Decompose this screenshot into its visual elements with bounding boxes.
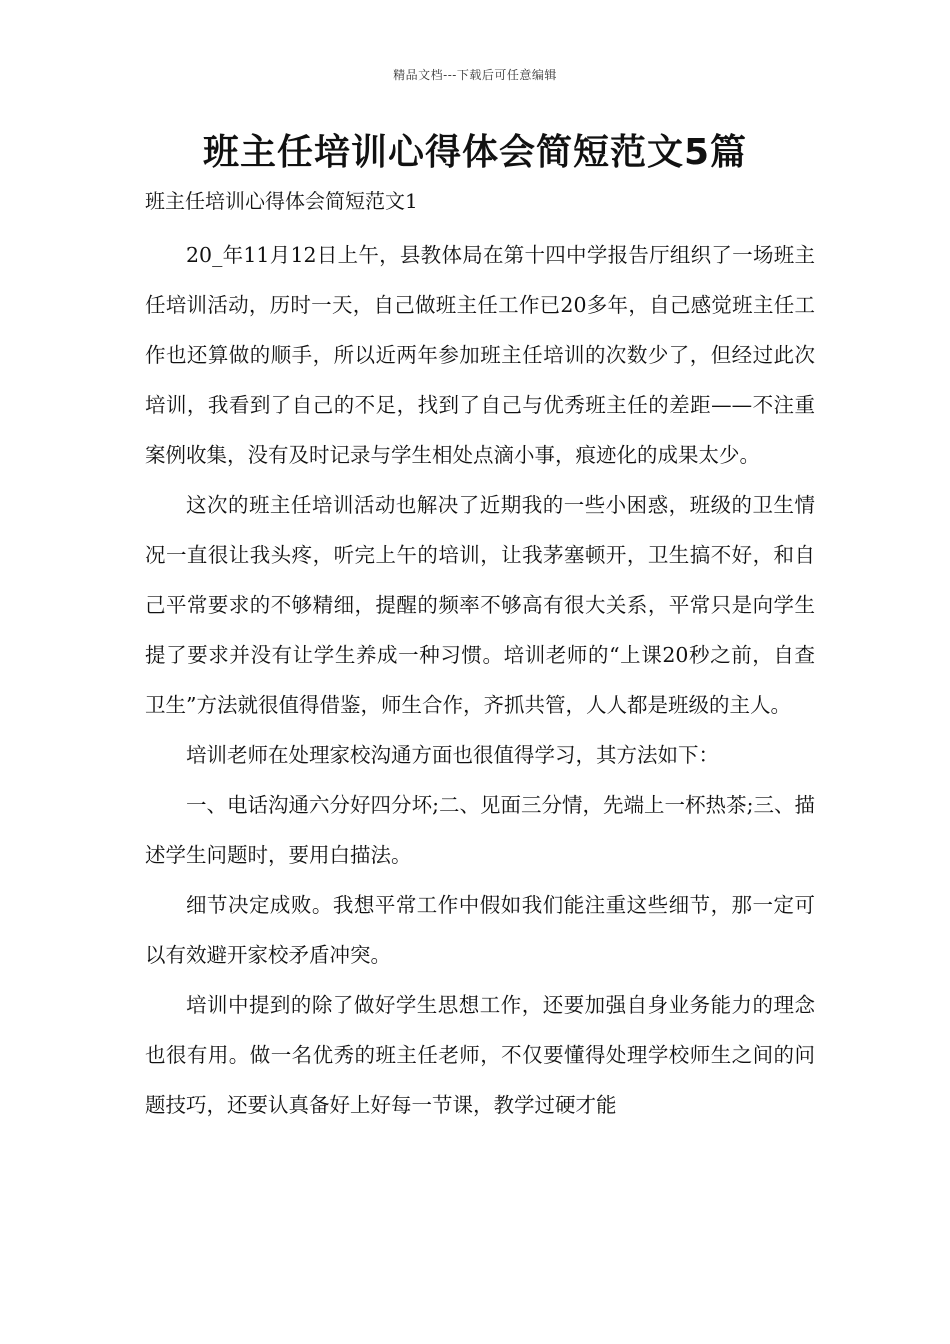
paragraph: 20_年11月12日上午，县教体局在第十四中学报告厅组织了一场班主任培训活动，历时一天，自己做班主任工作已20多年，自己感觉班主任工作也还算做的顺手，所以近两年参加班主任培训的次数少了，但经过此次培训，我看到了自己的不足，找到了自己与优秀班主任的差距——不注重案例收集，没有及时记录与学生相处点滴小事，痕迹化的成果太少。	[145, 243, 815, 467]
section-heading: 班主任培训心得体会简短范文1	[145, 189, 418, 213]
paragraph: 一、电话沟通六分好四分坏;二、见面三分情，先端上一杯热茶;三、描述学生问题时，要用白描法。	[145, 793, 815, 867]
header-note: 精品文档---下载后可任意编辑	[393, 68, 557, 82]
document-body	[145, 230, 815, 1130]
paragraph: 培训中提到的除了做好学生思想工作，还要加强自身业务能力的理念也很有用。做一名优秀的班主任老师，不仅要懂得处理学校师生之间的问题技巧，还要认真备好上好每一节课，教学过硬才能	[145, 993, 815, 1117]
paragraph: 这次的班主任培训活动也解决了近期我的一些小困惑，班级的卫生情况一直很让我头疼，听完上午的培训，让我茅塞顿开，卫生搞不好，和自己平常要求的不够精细，提醒的频率不够高有很大关系，平常只是向学生提了要求并没有让学生养成一种习惯。培训老师的“上课20秒之前，自查卫生”方法就很值得借鉴，师生合作，齐抓共管，人人都是班级的主人。	[145, 493, 815, 717]
document-title: 班主任培训心得体会简短范文5篇	[202, 132, 748, 173]
paragraph: 细节决定成败。我想平常工作中假如我们能注重这些细节，那一定可以有效避开家校矛盾冲突。	[145, 893, 815, 967]
paragraph: 培训老师在处理家校沟通方面也很值得学习，其方法如下：	[186, 743, 719, 767]
